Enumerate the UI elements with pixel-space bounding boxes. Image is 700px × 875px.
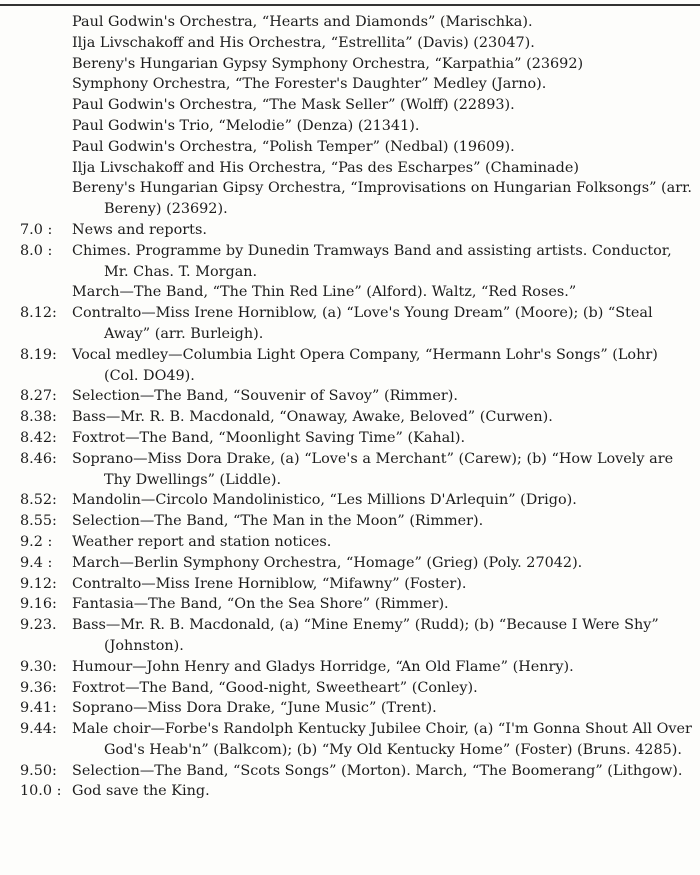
entry-text: News and reports. — [72, 221, 207, 238]
schedule-entry — [20, 698, 692, 719]
schedule-entry — [20, 678, 692, 699]
entry-text: Fantasia—The Band, “On the Sea Shore” (Rimmer). — [72, 596, 449, 613]
entry-time: 9.16: — [20, 596, 57, 613]
entry-text: Selection—The Band, “Scots Songs” (Morton). March, “The Boomerang” (Lithgow). — [72, 762, 683, 779]
recording-item: Ilja Livschakoff and His Orchestra, “Pas des Escharpes” (Chaminade) — [72, 159, 579, 176]
programme-listing — [20, 12, 692, 802]
entry-text: Foxtrot—The Band, “Moonlight Saving Time” (Kahal). — [72, 429, 466, 446]
entry-text: Humour—John Henry and Gladys Horridge, “An Old Flame” (Henry). — [72, 658, 574, 675]
entry-text: March—The Band, “The Thin Red Line” (Alford). Waltz, “Red Roses.” — [72, 284, 577, 301]
schedule-entry — [20, 574, 692, 595]
entry-time: 9.44: — [20, 721, 57, 738]
recording-item: Bereny's Hungarian Gipsy Orchestra, “Improvisations on Hungarian Folksongs” (arr. Bereny) (23692). — [72, 180, 692, 218]
recording-item: Ilja Livschakoff and His Orchestra, “Estrellita” (Davis) (23047). — [72, 34, 535, 51]
entry-text: Vocal medley—Columbia Light Opera Company, “Hermann Lohr's Songs” (Lohr) (Col. DO49). — [72, 346, 658, 384]
schedule-entry — [20, 407, 692, 428]
recording-item: Paul Godwin's Trio, “Melodie” (Denza) (21341). — [72, 117, 420, 134]
entry-time: 9.23. — [20, 617, 57, 634]
schedule-entry — [20, 719, 692, 761]
schedule-entry — [20, 428, 692, 449]
entry-time: 8.46: — [20, 450, 57, 467]
schedule-entry — [20, 657, 692, 678]
entry-text: Male choir—Forbe's Randolph Kentucky Jubilee Choir, (a) “I'm Gonna Shout All Over God's Heab'n” (Balkcom); (b) “My Old Kentucky Home” (Foster) (Bruns. 4285). — [72, 721, 692, 758]
schedule-entry — [20, 511, 692, 532]
top-rule — [0, 4, 700, 6]
schedule-entry — [20, 220, 692, 241]
entry-time: 8.12: — [20, 305, 57, 322]
entry-time: 8.0 : — [20, 242, 53, 259]
schedule-entry — [20, 345, 692, 387]
schedule-entry — [20, 594, 692, 615]
entry-text: Bass—Mr. R. B. Macdonald, “Onaway, Awake, Beloved” (Curwen). — [72, 409, 553, 426]
entry-time: 9.30: — [20, 658, 57, 675]
recording-item: Bereny's Hungarian Gypsy Symphony Orchestra, “Karpathia” (23692) — [72, 55, 584, 72]
entry-time — [20, 282, 72, 303]
schedule-entry — [20, 303, 692, 345]
entry-text: Bass—Mr. R. B. Macdonald, (a) “Mine Enemy” (Rudd); (b) “Because I Were Shy” (Johnston). — [72, 617, 659, 654]
entry-time: 8.19: — [20, 346, 57, 363]
entry-time: 9.41: — [20, 700, 57, 717]
entry-time: 8.42: — [20, 429, 57, 446]
schedule-entry — [20, 532, 692, 553]
entry-time: 9.12: — [20, 575, 57, 592]
entry-time: 9.4 : — [20, 554, 53, 571]
entry-text: Contralto—Miss Irene Horniblow, (a) “Love's Young Dream” (Moore); (b) “Steal Away” (arr. Burleigh). — [72, 305, 653, 342]
schedule-entry — [20, 490, 692, 511]
schedule-entry — [20, 386, 692, 407]
schedule-entry — [20, 781, 692, 802]
entry-time: 8.27: — [20, 388, 57, 405]
entry-text: Weather report and station notices. — [72, 533, 332, 550]
schedule-entry — [20, 761, 692, 782]
entry-text: God save the King. — [72, 783, 210, 800]
entry-time: 7.0 : — [20, 221, 53, 238]
entry-text: Soprano—Miss Dora Drake, “June Music” (Trent). — [72, 700, 437, 717]
entry-time: 9.2 : — [20, 533, 53, 550]
entry-text: Contralto—Miss Irene Horniblow, “Mifawny” (Foster). — [72, 575, 467, 592]
schedule-entry — [20, 449, 692, 491]
entry-time: 8.55: — [20, 513, 57, 530]
entry-text: Selection—The Band, “Souvenir of Savoy” (Rimmer). — [72, 388, 458, 405]
entry-text: March—Berlin Symphony Orchestra, “Homage” (Grieg) (Poly. 27042). — [72, 554, 583, 571]
entry-time: 9.50: — [20, 762, 57, 779]
schedule-entry — [20, 241, 692, 283]
entry-time: 10.0 : — [20, 783, 62, 800]
entry-text: Chimes. Programme by Dunedin Tramways Band and assisting artists. Conductor, Mr. Chas. T. Morgan. — [72, 242, 672, 280]
entry-text: Soprano—Miss Dora Drake, (a) “Love's a Merchant” (Carew); (b) “How Lovely are Thy Dwellings” (Liddle). — [72, 450, 674, 488]
entry-time: 8.38: — [20, 409, 57, 426]
schedule-entry — [20, 553, 692, 574]
recording-item: Paul Godwin's Orchestra, “Hearts and Diamonds” (Marischka). — [72, 14, 533, 30]
schedule-entry — [20, 615, 692, 657]
recordings-list — [72, 12, 692, 220]
recording-item: Paul Godwin's Orchestra, “The Mask Seller” (Wolff) (22893). — [72, 97, 515, 114]
recording-item: Symphony Orchestra, “The Forester's Daughter” Medley (Jarno). — [72, 76, 547, 93]
recording-item: Paul Godwin's Orchestra, “Polish Temper” (Nedbal) (19609). — [72, 138, 515, 155]
entry-time: 8.52: — [20, 492, 57, 509]
entry-time: 9.36: — [20, 679, 57, 696]
entry-text: Selection—The Band, “The Man in the Moon” (Rimmer). — [72, 513, 484, 530]
entry-text: Foxtrot—The Band, “Good-night, Sweetheart” (Conley). — [72, 679, 478, 696]
schedule-entry — [20, 282, 692, 303]
entry-text: Mandolin—Circolo Mandolinistico, “Les Millions D'Arlequin” (Drigo). — [72, 492, 577, 509]
